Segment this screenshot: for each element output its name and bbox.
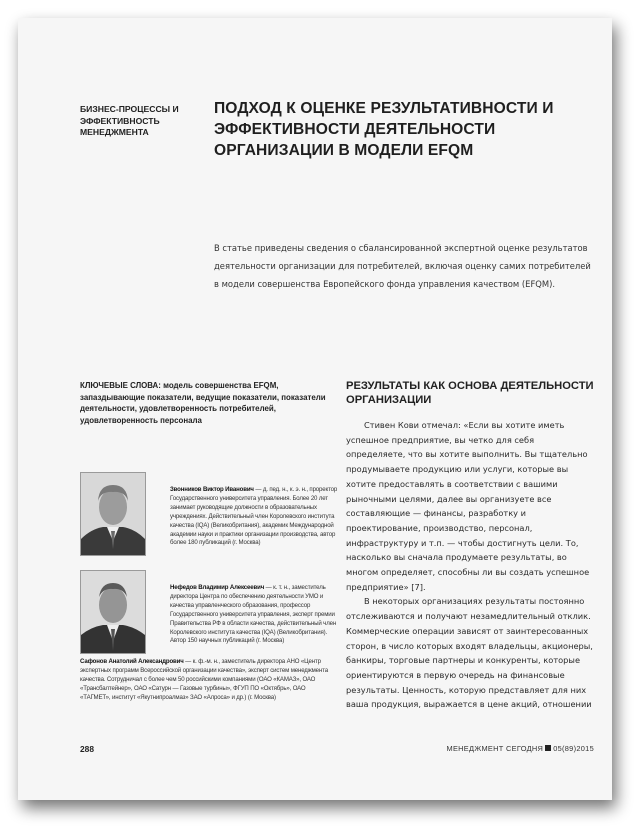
body-paragraph-1: Стивен Кови отмечал: «Если вы хотите иметь успешное предприятие, вы четко для себя определяете, что вы хотите выполнить. Вы тщательно продумываете продукцию или услуги, которые вы хотите предоставлять в соответствии с вашими рыночными целями, далее вы организуете все составляющие — финансы, разработку и проектирование, производство, персонал, инфраструктуру и т.п. — чтобы достигнуть цели. То, насколько вы сначала продумаете результаты, во многом определяет, способны ли вы создать успешное предприятие» [7].: [346, 420, 590, 592]
author-bio-2: [170, 584, 338, 646]
author-bio-text-3: — к. ф.-м. н., заместитель директора АНО «Центр экспертных программ Всероссийской организации качества», эксперт систем менеджмента качества. Сотрудничал с более чем 50 российскими компаниями (ОАО «КАМАЗ», ОАО «Трансбалтейнер», ОАО «Сатурн — Газовые турбины», ФГУП ПО «Октябрь», ОАО «ТАГМЕТ», институт «Якутнипроалмаз» ЗАО «Алроса» и др.) (г. Москва): [80, 658, 328, 701]
author-photo-1: [80, 472, 146, 556]
document-page: [18, 18, 612, 800]
author-name-1: Звонников Виктор Иванович: [170, 486, 254, 493]
article-title: ПОДХОД К ОЦЕНКЕ РЕЗУЛЬТАТИВНОСТИ И ЭФФЕКТИВНОСТИ ДЕЯТЕЛЬНОСТИ ОРГАНИЗАЦИИ В МОДЕЛИ EFQM: [214, 100, 554, 159]
journal-issue: 05(89)2015: [553, 744, 594, 753]
article-abstract: В статье приведены сведения о сбалансированной экспертной оценке результатов деятельности организации для потребителей, включая оценку самих потребителей в модели совершенства Европейского фонда управления качеством (EFQM).: [214, 243, 591, 289]
portrait-icon: [81, 473, 145, 555]
author-bio-3: [80, 658, 334, 703]
author-bio-text-2: — к. т. н., заместитель директора Центра по обеспечению деятельности УМО и качества управленческого образования, профессор Государственного университета управления, эксперт премии Правительства РФ в области качества, действительный член Королевского института качества (IQA) (Великобритания). Автор 150 научных публикаций (г. Москва): [170, 584, 337, 645]
author-name-2: Нефедов Владимир Алексеевич: [170, 584, 265, 591]
section-label: БИЗНЕС-ПРОЦЕССЫ И ЭФФЕКТИВНОСТЬ МЕНЕДЖМЕНТА: [80, 104, 179, 137]
journal-footer: [446, 744, 594, 753]
portrait-icon: [81, 571, 145, 653]
page-number: 288: [80, 744, 94, 754]
article-body: [346, 418, 596, 712]
square-separator-icon: [545, 745, 551, 751]
author-photo-2: [80, 570, 146, 654]
journal-name: МЕНЕДЖМЕНТ СЕГОДНЯ: [446, 744, 544, 753]
author-bio-1: [170, 486, 338, 548]
author-bio-text-1: — д. пед. н., к. э. н., проректор Государственного университета управления. Более 20 лет занимает руководящие должности в образовательных учреждениях. Действительный член Королевского института качества (IQA) (Великобритания), академик Международной академии науки и практики организации производства, автор более 180 публикаций (г. Москва): [170, 486, 338, 547]
section-heading: РЕЗУЛЬТАТЫ КАК ОСНОВА ДЕЯТЕЛЬНОСТИ ОРГАНИЗАЦИИ: [346, 380, 594, 406]
keywords-label: КЛЮЧЕВЫЕ СЛОВА:: [80, 381, 161, 390]
keywords-text: модель совершенства EFQM, запаздывающие показатели, ведущие показатели, показатели деятельности, удовлетворенность потребителей, удовлетворенность персонала: [80, 381, 326, 425]
body-paragraph-2: В некоторых организациях результаты постоянно отслеживаются и получают незамедлительный отклик. Коммерческие операции зависят от заинтересованных сторон, в число которых входят владельцы, акционеры, банкиры, торговые партнеры и конкуренты, которые ориентируются в первую очередь на финансовые результаты. Ценность, которую представляет для них ваша продукция, выражается в цене акций, отношении: [346, 596, 593, 710]
author-name-3: Сафонов Анатолий Александрович: [80, 658, 184, 665]
keywords-block: [80, 380, 332, 426]
